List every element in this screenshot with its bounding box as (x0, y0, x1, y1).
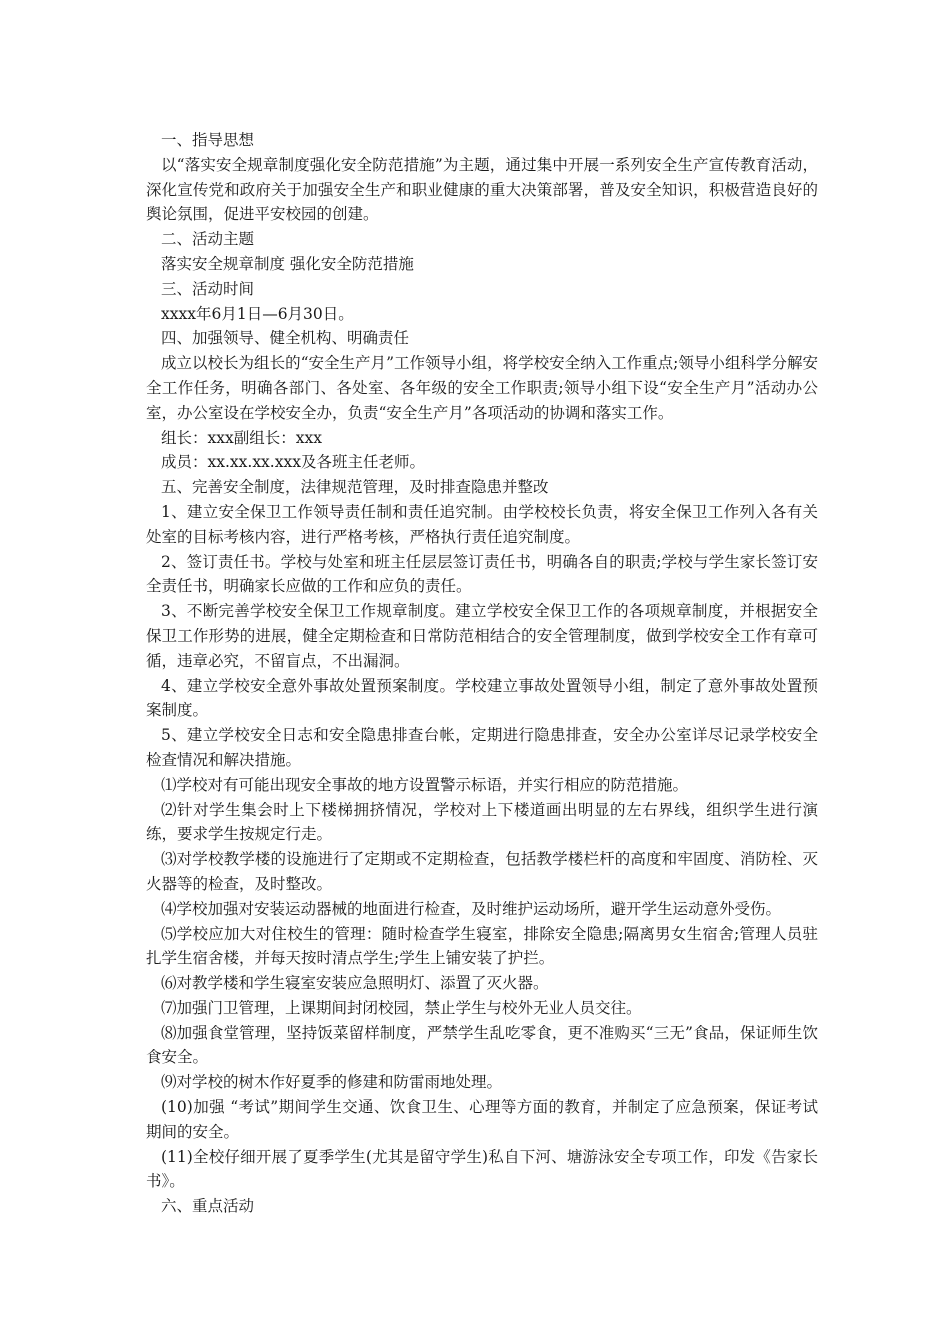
paragraph: 组长：xxx副组长：xxx (161, 428, 322, 447)
list-item: 4、建立学校安全意外事故处置预案制度。学校建立事故处置领导小组，制定了意外事故处置预案制度。 (146, 676, 818, 720)
sub-list-item: ⑴学校对有可能出现安全事故的地方设置警示标语，并实行相应的防范措施。 (161, 775, 689, 794)
sub-list-item: ⑺加强门卫管理，上课期间封闭校园，禁止学生与校外无业人员交往。 (161, 998, 642, 1017)
sub-list-item: (11)全校仔细开展了夏季学生(尤其是留守学生)私自下河、塘游泳安全专项工作，印发《告家长书》。 (146, 1147, 818, 1191)
paragraph: 落实安全规章制度 强化安全防范措施 (161, 254, 414, 273)
section-heading-3: 三、活动时间 (161, 279, 255, 298)
sub-list-item: ⑵针对学生集会时上下楼梯拥挤情况，学校对上下楼道画出明显的左右界线，组织学生进行演练，要求学生按规定行走。 (146, 800, 818, 844)
paragraph: 成立以校长为组长的“安全生产月”工作领导小组，将学校安全纳入工作重点;领导小组科学分解安全工作任务，明确各部门、各处室、各年级的安全工作职责;领导小组下设“安全生产月”活动办公室，办公室设在学校安全办，负责“安全生产月”各项活动的协调和落实工作。 (146, 354, 818, 422)
sub-list-item: ⑶对学校教学楼的设施进行了定期或不定期检查，包括教学楼栏杆的高度和牢固度、消防栓、灭火器等的检查，及时整改。 (146, 850, 818, 893)
paragraph: 成员：xx.xx.xx.xxx及各班主任老师。 (161, 453, 425, 472)
sub-list-item: (10)加强 “考试”期间学生交通、饮食卫生、心理等方面的教育，并制定了应急预案，保证考试期间的安全。 (146, 1098, 818, 1141)
section-heading-4: 四、加强领导、健全机构、明确责任 (161, 329, 410, 348)
section-heading-2: 二、活动主题 (161, 230, 255, 249)
list-item: 2、签订责任书。学校与处室和班主任层层签订责任书，明确各自的职责;学校与学生家长签订安全责任书，明确家长应做的工作和应负的责任。 (146, 552, 818, 596)
document-body (146, 128, 818, 1219)
sub-list-item: ⑷学校加强对安装运动器械的地面进行检查，及时维护运动场所，避开学生运动意外受伤。 (161, 899, 782, 918)
sub-list-item: ⑼对学校的树木作好夏季的修建和防雷雨地处理。 (161, 1073, 503, 1092)
sub-list-item: ⑸学校应加大对住校生的管理：随时检查学生寝室，排除安全隐患;隔离男女生宿舍;管理人员驻扎学生宿舍楼，并每天按时清点学生;学生上铺安装了护拦。 (146, 924, 818, 968)
list-item: 3、不断完善学校安全保卫工作规章制度。建立学校安全保卫工作的各项规章制度，并根据安全保卫工作形势的进展，健全定期检查和日常防范相结合的安全管理制度，做到学校安全工作有章可循，违章必究，不留盲点，不出漏洞。 (146, 602, 818, 670)
paragraph: xxxx年6月1日—6月30日。 (161, 304, 354, 323)
list-item: 5、建立学校安全日志和安全隐患排查台帐，定期进行隐患排查，安全办公室详尽记录学校安全检查情况和解决措施。 (146, 726, 818, 769)
sub-list-item: ⑻加强食堂管理，坚持饭菜留样制度，严禁学生乱吃零食，更不准购买“三无”食品，保证师生饮食安全。 (146, 1023, 818, 1067)
section-heading-1: 一、指导思想 (161, 131, 255, 149)
list-item: 1、建立安全保卫工作领导责任制和责任追究制。由学校校长负责，将安全保卫工作列入各有关处室的目标考核内容，进行严格考核，严格执行责任追究制度。 (146, 502, 818, 546)
paragraph: 以“落实安全规章制度强化安全防范措施”为主题，通过集中开展一系列安全生产宣传教育活动，深化宣传党和政府关于加强安全生产和职业健康的重大决策部署，普及安全知识，积极营造良好的舆论氛围，促进平安校园的创建。 (146, 155, 818, 224)
sub-list-item: ⑹对教学楼和学生寝室安装应急照明灯、添置了灭火器。 (161, 974, 549, 993)
section-heading-6: 六、重点活动 (161, 1197, 255, 1216)
section-heading-5: 五、完善安全制度，法律规范管理，及时排查隐患并整改 (161, 478, 549, 497)
